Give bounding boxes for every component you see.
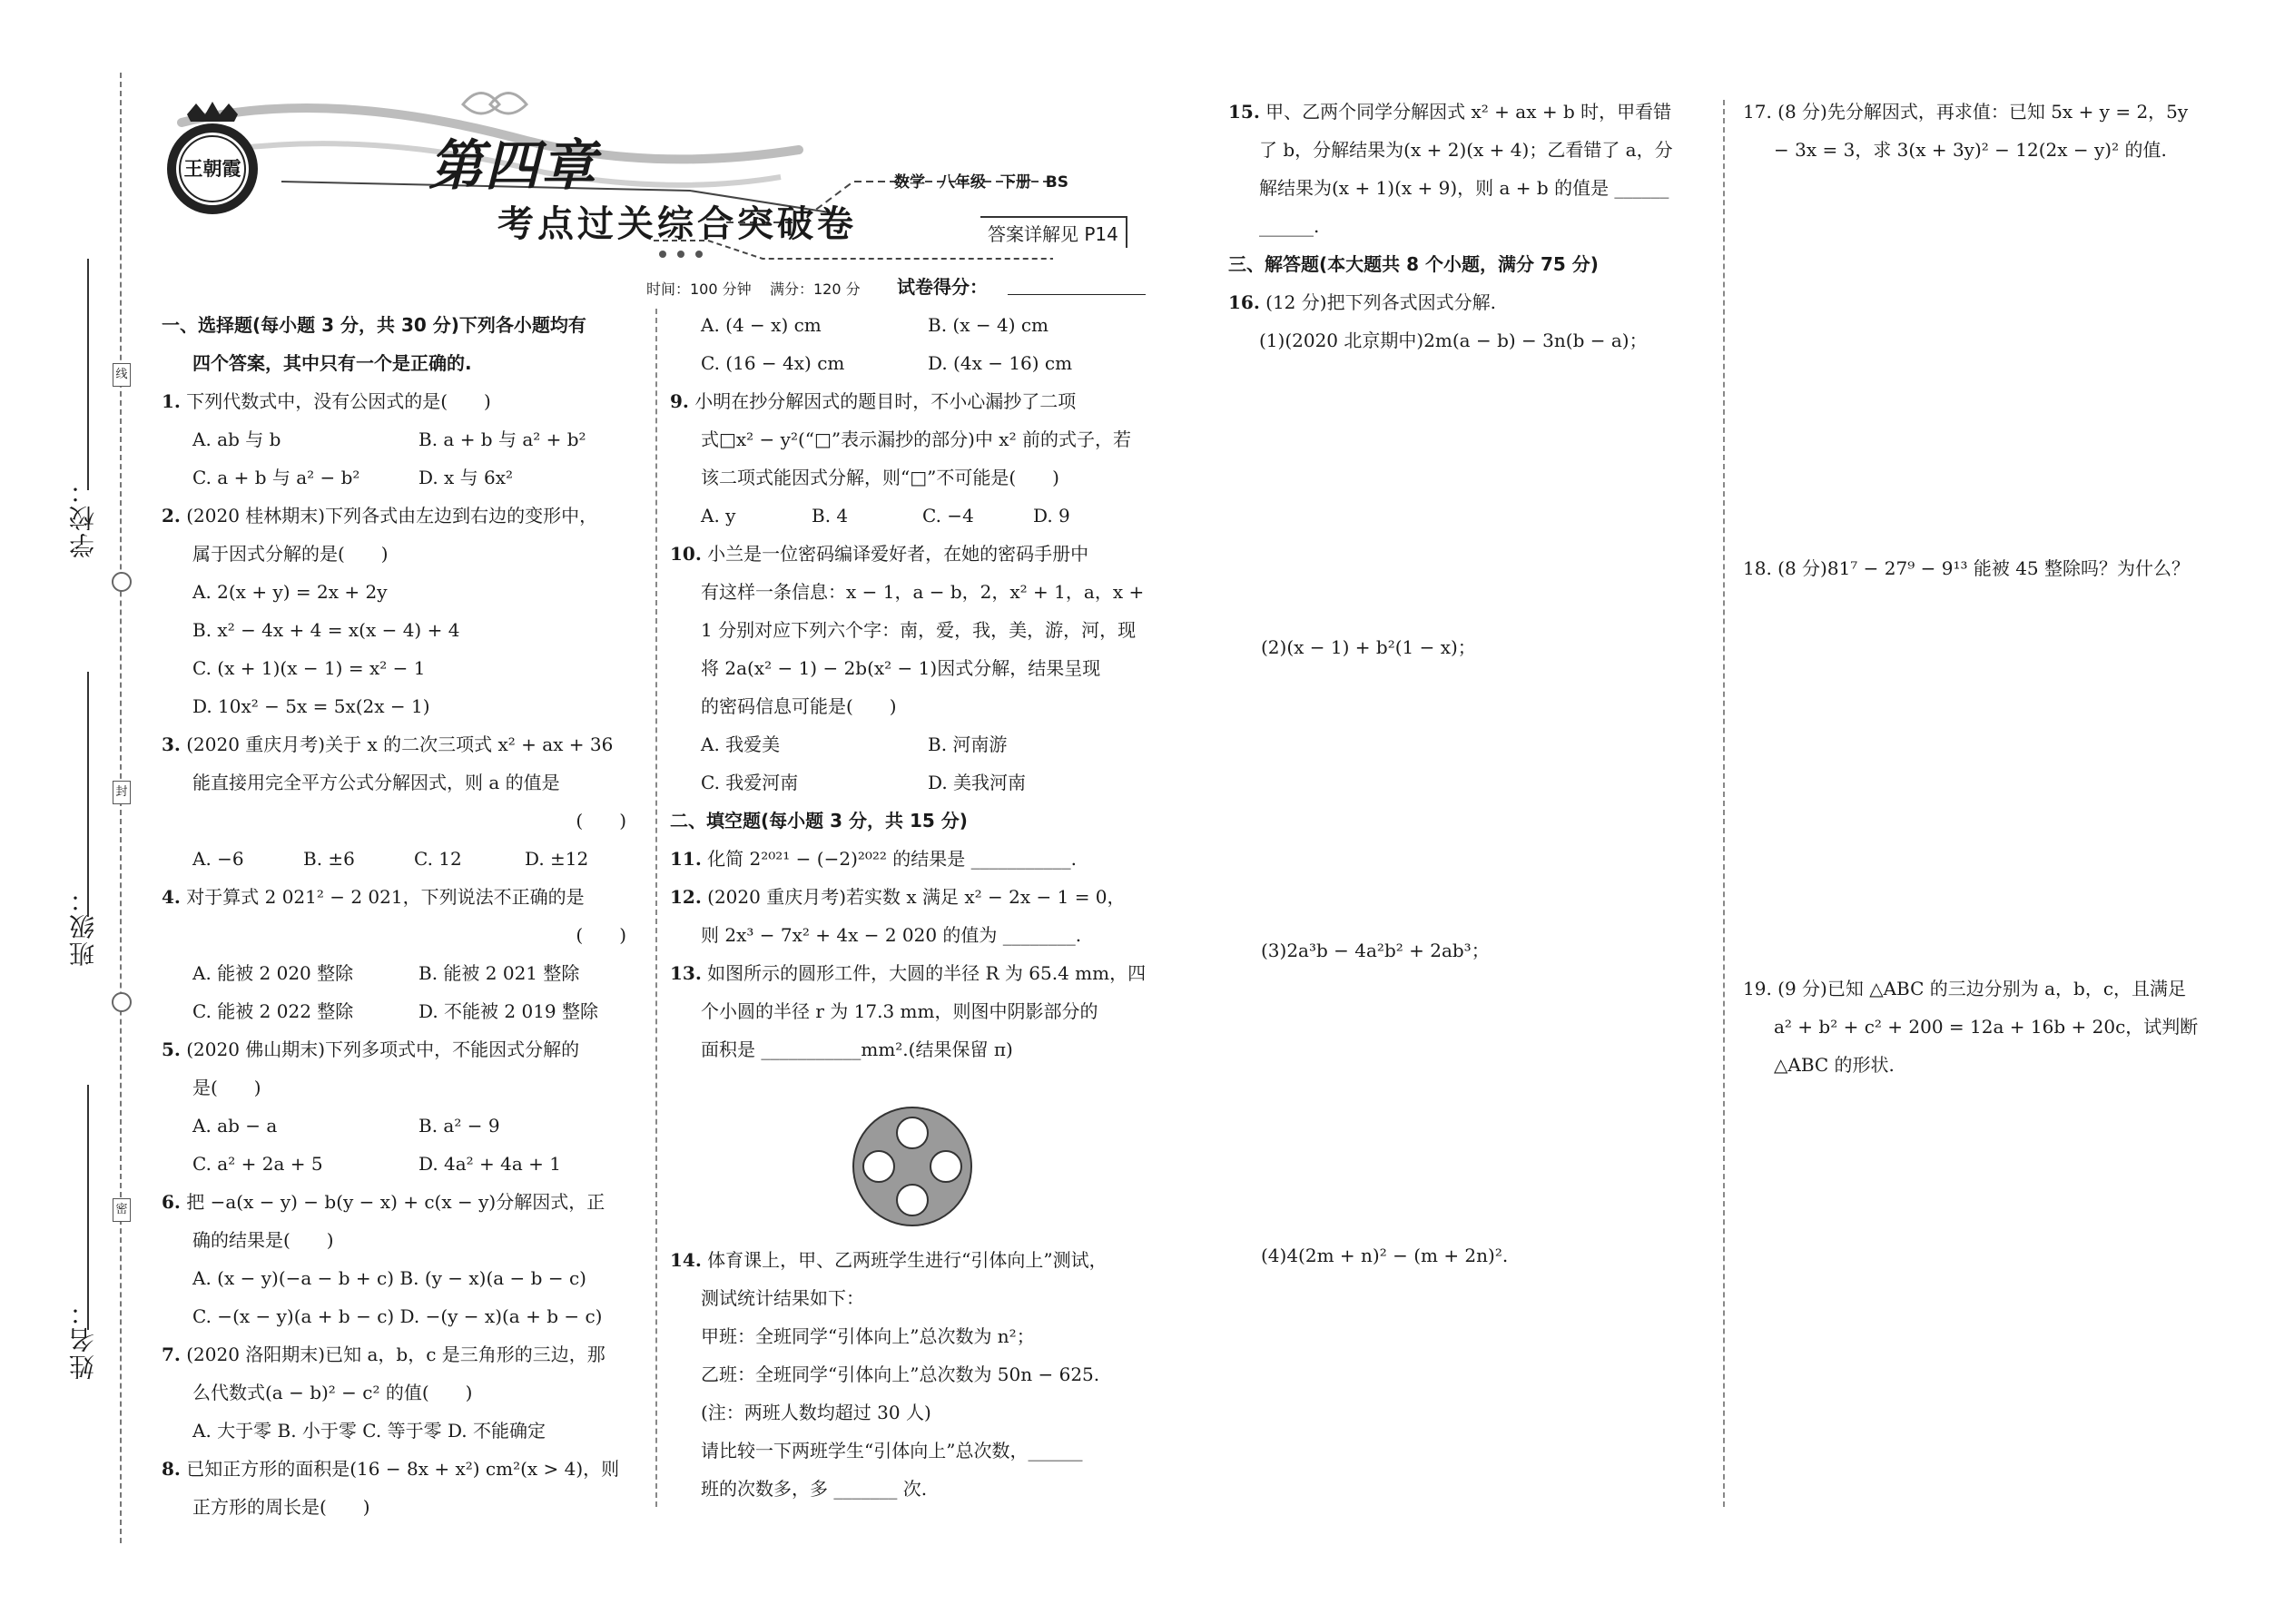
question-text-line: (1)(2020 北京期中)2m(a − b) − 3n(b − a)； <box>1259 330 1648 351</box>
question-text: (2020 桂林期末)下列各式由左边到右边的变形中， <box>186 505 598 527</box>
publisher-logo <box>162 102 263 218</box>
question-text: 已知正方形的面积是(16 − 8x + x²) cm²(x > 4)，则 <box>186 1458 620 1480</box>
answer-options <box>162 840 645 878</box>
question-number: 12. <box>670 886 702 908</box>
answer-option[interactable]: B. ±6 <box>303 848 355 870</box>
answer-options <box>670 306 1160 344</box>
questions-column-1 <box>162 306 645 1526</box>
question-text-line: ______. <box>1259 215 1320 237</box>
questions-column-2 <box>670 306 1160 1068</box>
column-divider <box>655 309 657 1507</box>
question-number: 14. <box>670 1249 702 1271</box>
answer-option[interactable]: A. ab 与 b <box>192 428 281 450</box>
question-text-line: 确的结果是( ) <box>192 1229 334 1251</box>
question-text-line: 式□x² − y²(“□”表示漏抄的部分)中 x² 前的式子，若 <box>701 428 1131 450</box>
class-label: 班级： <box>68 885 98 967</box>
question-line <box>162 497 645 535</box>
answer-options <box>162 458 645 497</box>
answer-option[interactable]: A. y <box>701 505 736 527</box>
binding-hole <box>112 992 132 1012</box>
section-heading: 三、解答题(本大题共 8 个小题，满分 75 分) <box>1228 253 1599 275</box>
question-text-line: ( ) <box>576 810 626 832</box>
question-number: 4. <box>162 886 181 908</box>
answer-option[interactable]: D. 9 <box>1033 505 1070 527</box>
question-number: 5. <box>162 1038 181 1060</box>
q19-line: 19. (9 分)已知 △ABC 的三边分别为 a，b，c，且满足 <box>1743 978 2187 999</box>
question-text-line: D. 10x² − 5x = 5x(2x − 1) <box>192 695 430 717</box>
answer-options <box>670 497 1160 535</box>
answer-option[interactable]: B. a² − 9 <box>418 1115 500 1137</box>
question-text-line: 正方形的周长是( ) <box>192 1496 370 1518</box>
grade-tags: 数学 八年级 下册 BS <box>894 173 1068 192</box>
question-text: 如图所示的圆形工件，大圆的半径 R 为 65.4 mm，四 <box>707 962 1147 984</box>
question-text-line: ( ) <box>576 924 626 946</box>
seal-char: 密 <box>113 1198 131 1222</box>
question-line <box>162 1030 645 1068</box>
name-field-line[interactable] <box>87 1085 89 1330</box>
question-text-line: A. (x − y)(−a − b + c) B. (y − x)(a − b − c) <box>192 1267 586 1289</box>
answer-options <box>670 725 1160 763</box>
answer-option[interactable]: A. 能被 2 020 整除 <box>192 962 354 984</box>
class-field-line[interactable] <box>87 672 89 917</box>
answer-options <box>670 344 1160 382</box>
question-line <box>670 954 1160 992</box>
question-number: 16. <box>1228 291 1260 313</box>
question-text-line: C. −(x − y)(a + b − c) D. −(y − x)(a + b − c) <box>192 1305 603 1327</box>
answer-options <box>162 1107 645 1145</box>
answer-option[interactable]: D. 不能被 2 019 整除 <box>418 1000 599 1022</box>
binding-dashed-line <box>120 73 122 1543</box>
answer-option[interactable]: B. 能被 2 021 整除 <box>418 962 580 984</box>
question-text: 下列代数式中，没有公因式的是( ) <box>186 390 491 412</box>
binding-hole <box>112 572 132 592</box>
question-text: (2020 佛山期末)下列多项式中，不能因式分解的 <box>186 1038 580 1060</box>
question-text: (2020 重庆月考)若实数 x 满足 x² − 2x − 1 = 0， <box>707 886 1126 908</box>
q17-line: 17. (8 分)先分解因式，再求值：已知 5x + y = 2，5y <box>1743 101 2189 123</box>
question-number: 11. <box>670 848 702 870</box>
question-text-line: A. 大于零 B. 小于零 C. 等于零 D. 不能确定 <box>192 1420 546 1442</box>
answer-reference: 答案详解见 P14 <box>980 216 1127 248</box>
seal-char: 线 <box>113 363 131 387</box>
question-line <box>670 840 1160 878</box>
question-line <box>162 725 645 763</box>
question-text-line: 请比较一下两班学生“引体向上”总次数，______ <box>701 1440 1083 1462</box>
question-text: 甲、乙两个同学分解因式 x² + ax + b 时，甲看错 <box>1265 101 1672 123</box>
question-text: 化简 2²⁰²¹ − (−2)²⁰²² 的结果是 ___________. <box>707 848 1078 870</box>
question-text-line: (注：两班人数均超过 30 人) <box>701 1402 931 1423</box>
column-divider <box>1723 100 1725 1507</box>
answer-option[interactable]: D. 4a² + 4a + 1 <box>418 1153 562 1175</box>
question-number: 9. <box>670 390 689 412</box>
question-19 <box>1743 969 2198 1084</box>
q17-line: − 3x = 3，求 3(x + 3y)² − 12(2x − y)² 的值. <box>1774 139 2167 161</box>
answer-option[interactable]: C. 12 <box>414 848 462 870</box>
answer-option[interactable]: B. 4 <box>812 505 849 527</box>
question-text-line: 了 b，分解结果为(x + 2)(x + 4)；乙看错了 a，分 <box>1259 139 1673 161</box>
answer-option[interactable]: D. x 与 6x² <box>418 467 514 488</box>
question-number: 8. <box>162 1458 181 1480</box>
question-text: 小兰是一位密码编译爱好者，在她的密码手册中 <box>707 543 1089 565</box>
exam-time-info: 时间：100 分钟 满分：120 分 <box>646 281 861 298</box>
question-line <box>162 382 645 420</box>
name-label: 姓名： <box>68 1298 98 1380</box>
page-subtitle: 考点过关综合突破卷 <box>497 202 857 245</box>
question-text-line: 有这样一条信息：x − 1，a − b，2，x² + 1，a，x + <box>701 581 1145 603</box>
question-number: 6. <box>162 1191 181 1213</box>
question-text: (2020 重庆月考)关于 x 的二次三项式 x² + ax + 36 <box>186 733 614 755</box>
question-line <box>670 878 1160 916</box>
question-text-line: 的密码信息可能是( ) <box>701 695 897 717</box>
section-heading: 一、选择题(每小题 3 分，共 30 分)下列各小题均有 <box>162 314 586 336</box>
answer-option[interactable]: D. 美我河南 <box>928 772 1027 793</box>
question-text-line: 么代数式(a − b)² − c² 的值( ) <box>192 1382 473 1403</box>
question-number: 13. <box>670 962 702 984</box>
answer-option[interactable]: A. −6 <box>192 848 244 870</box>
question-line <box>162 1183 645 1221</box>
q16-part-2 <box>1261 628 1476 666</box>
question-text: (2020 洛阳期末)已知 a，b，c 是三角形的三边，那 <box>186 1343 605 1365</box>
question-line <box>162 1335 645 1373</box>
question-text-line: 1 分别对应下列六个字：南，爱，我，美，游，河，现 <box>701 619 1137 641</box>
answer-options <box>162 1145 645 1183</box>
question-number: 3. <box>162 733 181 755</box>
question-text-line: 乙班：全班同学“引体向上”总次数为 50n − 625. <box>701 1363 1100 1385</box>
q18-line: 18. (8 分)81⁷ − 27⁹ − 9¹³ 能被 45 整除吗？为什么？ <box>1743 557 2191 579</box>
answer-option[interactable]: B. 河南游 <box>928 733 1008 755</box>
question-text-line: 测试统计结果如下： <box>701 1287 864 1309</box>
section-heading: 二、填空题(每小题 3 分，共 15 分) <box>670 810 968 832</box>
question-17 <box>1743 93 2188 169</box>
answer-option[interactable]: C. a + b 与 a² − b² <box>192 467 360 488</box>
question-18 <box>1743 549 2190 587</box>
q16-part-text: (3)2a³b − 4a²b² + 2ab³； <box>1261 940 1490 961</box>
q19-line: a² + b² + c² + 200 = 12a + 16b + 20c，试判断 <box>1774 1016 2199 1038</box>
answer-option[interactable]: C. (16 − 4x) cm <box>701 352 845 374</box>
questions-column-2b <box>670 1241 1160 1508</box>
school-label: 学校： <box>68 477 98 558</box>
question-line <box>162 878 645 916</box>
answer-option[interactable]: C. 我爱河南 <box>701 772 799 793</box>
question-text-line: 个小圆的半径 r 为 17.3 mm，则图中阴影部分的 <box>701 1000 1098 1022</box>
answer-options <box>162 954 645 992</box>
answer-option[interactable]: D. (4x − 16) cm <box>928 352 1073 374</box>
score-field[interactable] <box>1008 294 1146 295</box>
q16-part-3 <box>1261 931 1490 969</box>
answer-option[interactable]: B. a + b 与 a² + b² <box>418 428 586 450</box>
question-text-line: 能直接用完全平方公式分解因式，则 a 的值是 <box>192 772 560 793</box>
question-text-line: 属于因式分解的是( ) <box>192 543 389 565</box>
score-label: 试卷得分： <box>897 276 988 298</box>
answer-option[interactable]: B. (x − 4) cm <box>928 314 1049 336</box>
answer-option[interactable]: A. (4 − x) cm <box>701 314 822 336</box>
question-text: 对于算式 2 021² − 2 021，下列说法不正确的是 <box>186 886 585 908</box>
question-text-line: C. (x + 1)(x − 1) = x² − 1 <box>192 657 426 679</box>
question-number: 10. <box>670 543 702 565</box>
seal-char: 封 <box>113 781 131 804</box>
question-text-line: 则 2x³ − 7x² + 4x − 2 020 的值为 ________. <box>701 924 1082 946</box>
question-line <box>670 1241 1160 1279</box>
answer-option[interactable]: D. ±12 <box>525 848 589 870</box>
question-number: 7. <box>162 1343 181 1365</box>
question-line <box>1228 283 1714 321</box>
question-text-line: 是( ) <box>192 1077 261 1098</box>
question-line <box>162 1450 645 1488</box>
question-text: 小明在抄分解因式的题目时，不小心漏抄了二项 <box>694 390 1077 412</box>
q13-circle-figure <box>844 1098 980 1235</box>
q16-part-text: (2)(x − 1) + b²(1 − x)； <box>1261 636 1476 658</box>
question-text-line: 该二项式能因式分解，则“□”不可能是( ) <box>701 467 1059 488</box>
questions-column-3 <box>1228 93 1714 359</box>
question-text: (12 分)把下列各式因式分解. <box>1265 291 1496 313</box>
question-text-line: 将 2a(x² − 1) − 2b(x² − 1)因式分解，结果呈现 <box>701 657 1101 679</box>
answer-option[interactable]: C. −4 <box>922 505 974 527</box>
section-heading: 四个答案，其中只有一个是正确的. <box>192 352 472 374</box>
logo-text: 王朝霞 <box>183 157 241 180</box>
answer-option[interactable]: C. 能被 2 022 整除 <box>192 1000 354 1022</box>
question-text-line: 甲班：全班同学“引体向上”总次数为 n²； <box>701 1325 1035 1347</box>
question-text-line: 面积是 ___________mm².(结果保留 π) <box>701 1038 1013 1060</box>
question-line <box>1228 93 1714 131</box>
school-field-line[interactable] <box>87 259 89 490</box>
answer-options <box>162 992 645 1030</box>
question-text-line: 解结果为(x + 1)(x + 9)，则 a + b 的值是 ______ <box>1259 177 1669 199</box>
answer-option[interactable]: A. ab − a <box>192 1115 278 1137</box>
question-number: 1. <box>162 390 181 412</box>
question-number: 15. <box>1228 101 1260 123</box>
answer-options <box>670 763 1160 802</box>
question-text: 把 −a(x − y) − b(y − x) + c(x − y)分解因式，正 <box>186 1191 605 1213</box>
q16-part-text: (4)4(2m + n)² − (m + 2n)². <box>1261 1245 1509 1266</box>
question-line <box>670 382 1160 420</box>
question-text-line: B. x² − 4x + 4 = x(x − 4) + 4 <box>192 619 460 641</box>
question-number: 2. <box>162 505 181 527</box>
question-text-line: A. 2(x + y) = 2x + 2y <box>192 581 388 603</box>
question-text-line: 班的次数多，多 _______ 次. <box>701 1478 928 1500</box>
answer-options <box>162 420 645 458</box>
question-line <box>670 535 1160 573</box>
answer-option[interactable]: A. 我爱美 <box>701 733 781 755</box>
q19-line: △ABC 的形状. <box>1774 1054 1895 1076</box>
q16-part-4 <box>1261 1236 1508 1275</box>
chapter-title: 第四章 <box>428 134 597 198</box>
answer-option[interactable]: C. a² + 2a + 5 <box>192 1153 323 1175</box>
question-text: 体育课上，甲、乙两班学生进行“引体向上”测试， <box>707 1249 1108 1271</box>
